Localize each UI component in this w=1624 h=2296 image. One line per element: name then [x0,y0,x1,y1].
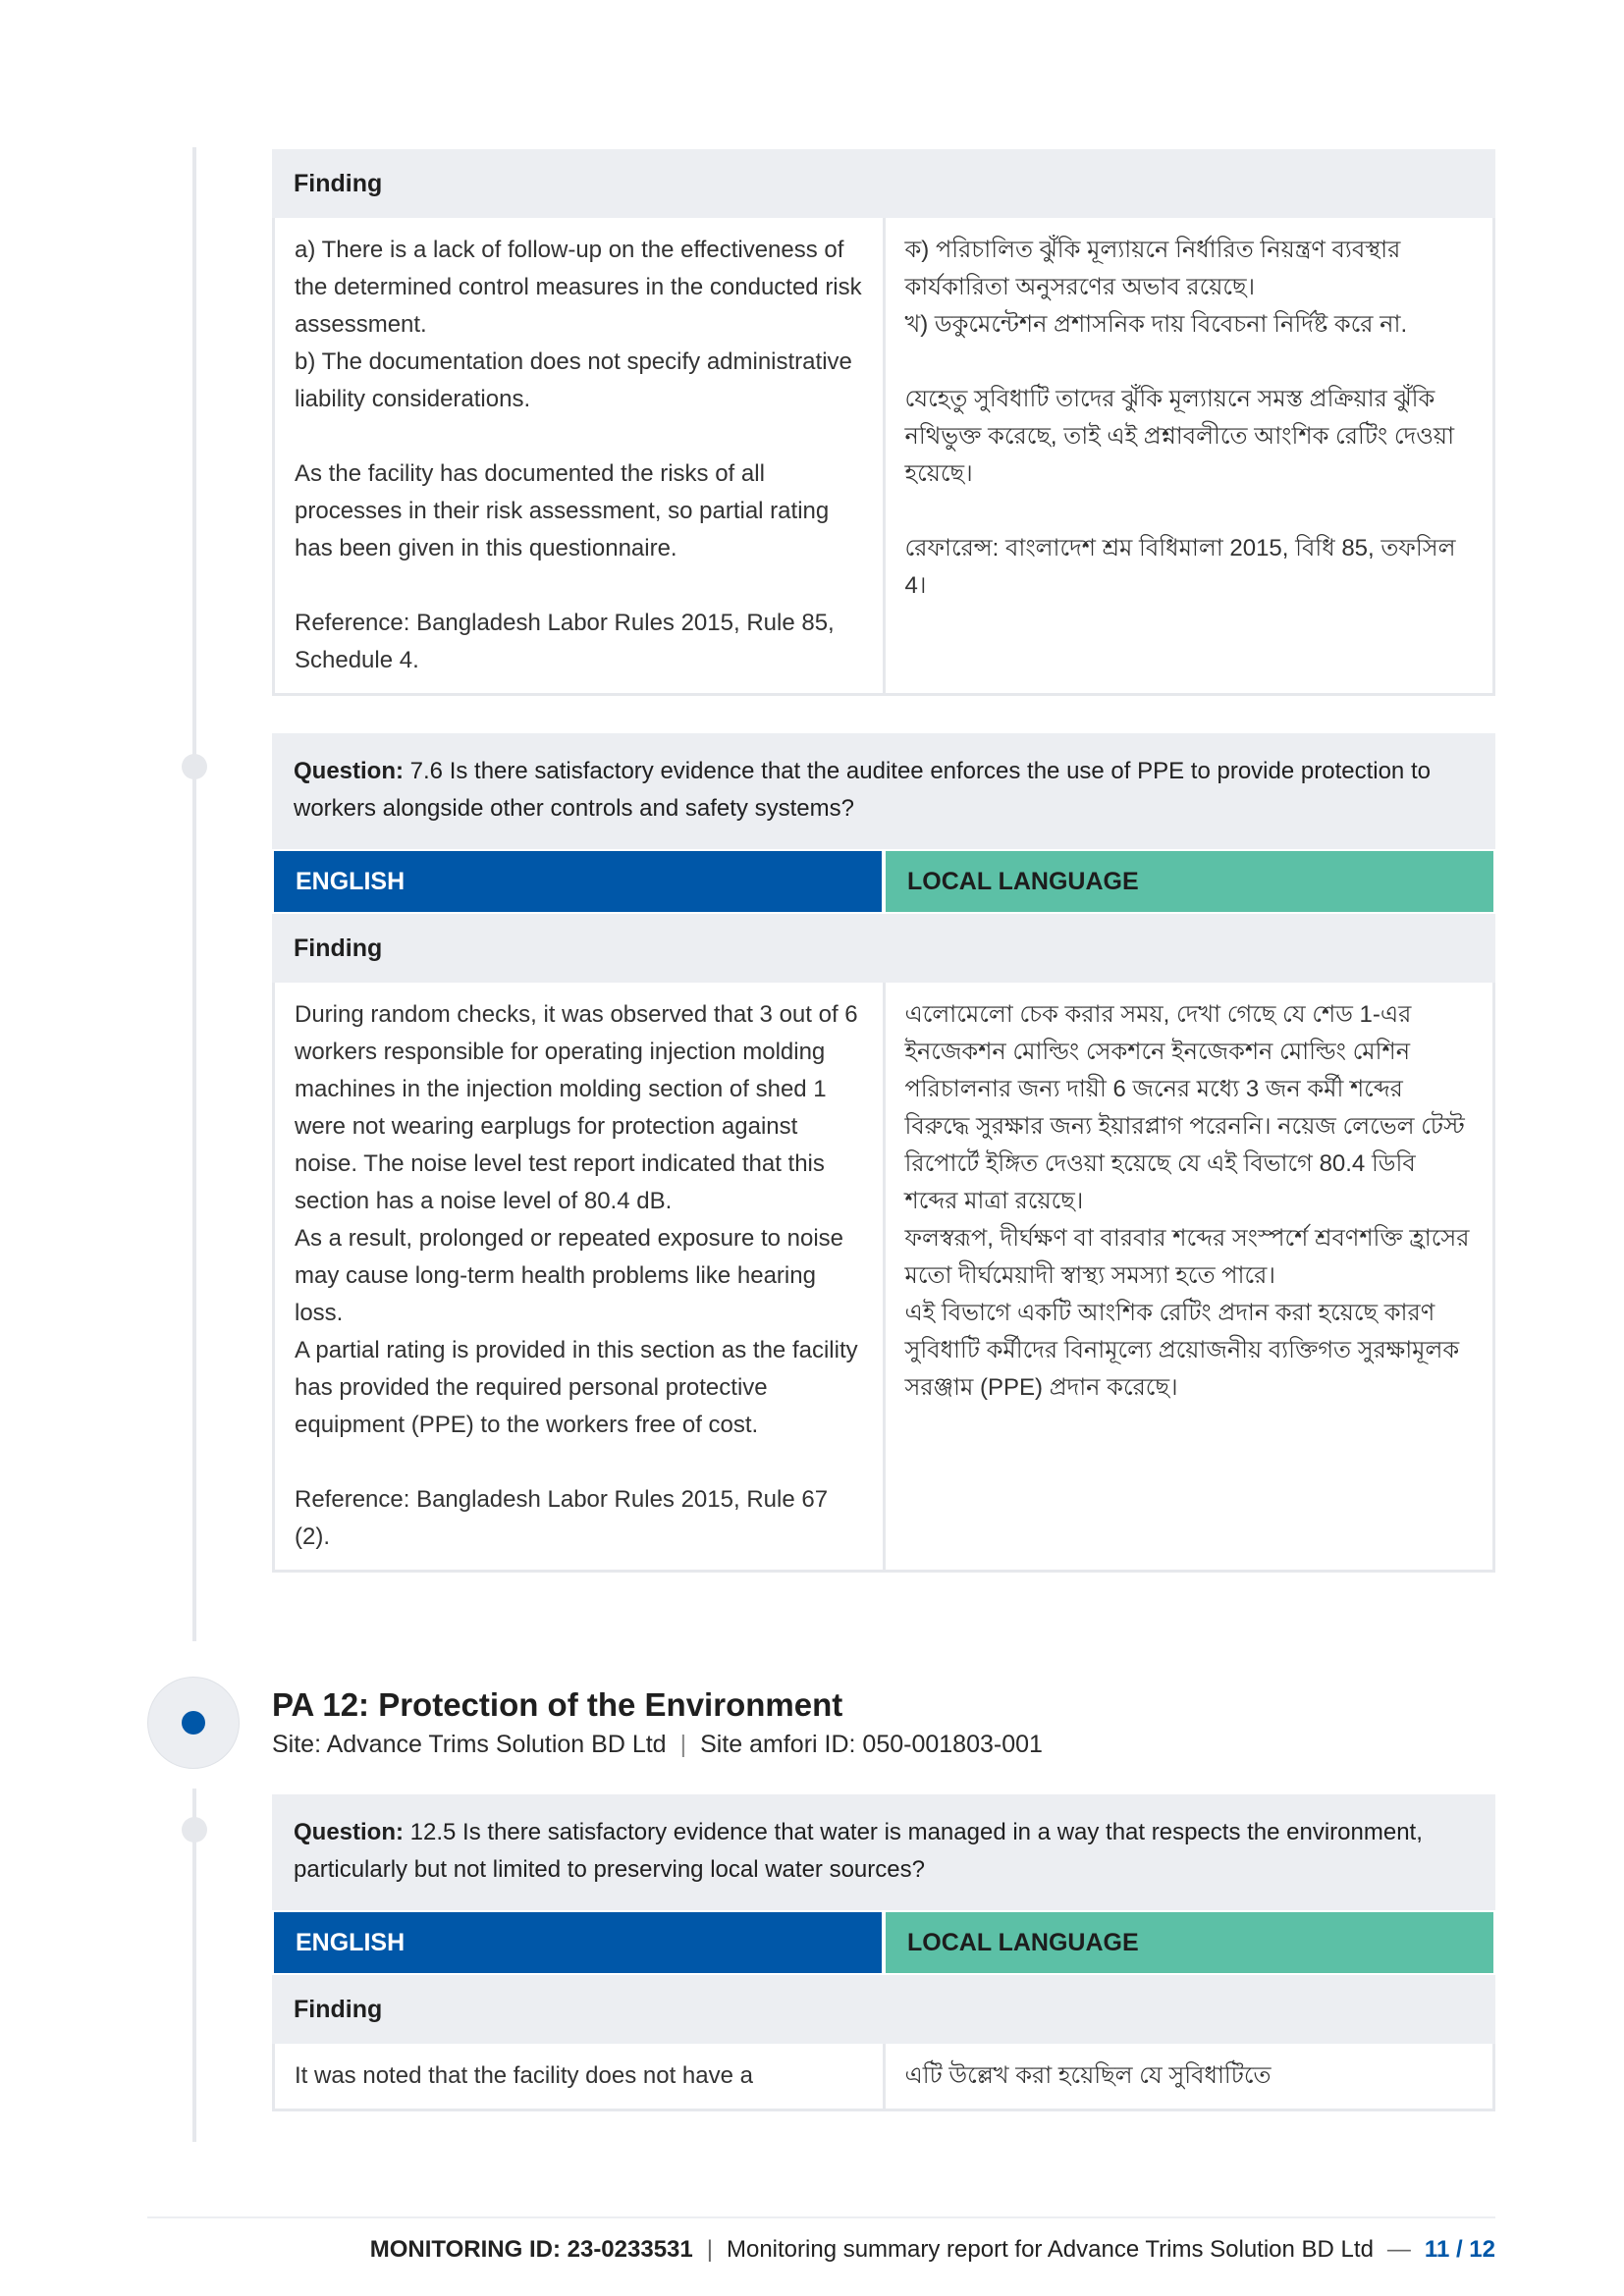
finding-paragraph: এটি উল্লেখ করা হয়েছিল যে সুবিধাটিতে [904,2062,1272,2089]
language-header-row [272,849,1495,914]
finding-cells [272,2044,1495,2111]
question-text: 12.5 Is there satisfactory evidence that water is managed in a way that respects the environment, particularly but not limited to preserving local water sources? [294,1819,1423,1883]
finding-paragraph: যেহেতু সুবিধাটি তাদের ঝুঁকি মূল্যায়নে সমস্ত প্রক্রিয়ার ঝুঁকি নথিভুক্ত করেছে, তাই এই প্রশ্নাবলীতে আংশিক রেটিং দেওয়া হয়েছে। [904,386,1455,487]
finding-paragraph: এলোমেলো চেক করার সময়, দেখা গেছে যে শেড 1-এর ইনজেকশন মোল্ডিং সেকশনে ইনজেকশন মোল্ডিং মেশিন পরিচালনার জন্য দায়ী 6 জনের মধ্যে 3 জন কর্মী শব্দের বিরুদ্ধে সুরক্ষার জন্য ইয়ারপ্লাগ পরেননি। নয়েজ লেভেল টেস্ট রিপোর্টে ইঙ্গিত দেওয়া হয়েছে যে এই বিভাগে 80.4 ডিবি শব্দের মাত্রা রয়েছে। ফলস্বরূপ, দীর্ঘক্ষণ বা বারবার শব্দের সংস্পর্শে শ্রবণশক্তি হ্রাসের মতো দীর্ঘমেয়াদী স্বাস্থ্য সমস্যা হতে পারে। এই বিভাগে একটি আংশিক রেটিং প্রদান করা হয়েছে কারণ সুবিধাটি কর্মীদের বিনামূল্যে প্রয়োজনীয় ব্যক্তিগত সুরক্ষামূলক সরঞ্জাম (PPE) প্রদান করেছে। [904,1001,1470,1401]
finding-paragraph: a) There is a lack of follow-up on the effectiveness of the determined control measures in the conducted risk assessment. b) The documentation does not specify administrative liability considerations. [295,237,862,412]
english-header: ENGLISH [272,849,884,914]
site-id: Site amfori ID: 050-001803-001 [700,1731,1043,1758]
finding-paragraph: It was noted that the facility does not have a [295,2062,753,2089]
english-header: ENGLISH [272,1910,884,1975]
monitoring-id: MONITORING ID: 23-0233531 [369,2236,693,2263]
finding-block-7-5 [272,149,1495,696]
separator: | [679,1731,687,1758]
finding-header: Finding [272,914,1495,983]
page-footer [147,2236,1495,2264]
finding-paragraph: Reference: Bangladesh Labor Rules 2015, Rule 67 (2). [295,1486,829,1550]
finding-paragraph: ক) পরিচালিত ঝুঁকি মূল্যায়নে নির্ধারিত নিয়ন্ত্রণ ব্যবস্থার কার্যকারিতা অনুসরণের অভাব রয়েছে। খ) ডকুমেন্টেশন প্রশাসনিক দায় বিবেচনা নির্দিষ্ট করে না. [904,237,1408,338]
site-name: Site: Advance Trims Solution BD Ltd [272,1731,667,1758]
page-number: 11 / 12 [1424,2236,1495,2263]
english-finding [275,983,883,1570]
question-text: 7.6 Is there satisfactory evidence that the auditee enforces the use of PPE to provide protection to workers alongside other controls and safety systems? [294,758,1431,822]
local-finding [883,2044,1493,2109]
local-finding [883,218,1493,693]
english-finding [275,2044,883,2109]
finding-paragraph: During random checks, it was observed that 3 out of 6 workers responsible for operating injection molding machines in the injection molding section of shed 1 were not wearing earplugs for protection against noise. The noise level test report indicated that this section has a noise level of 80.4 dB. As a result, prolonged or repeated exposure to noise may cause long-term health problems like hearing loss. A partial rating is provided in this section as the facility has provided the required personal protective equipment (PPE) to the workers free of cost. [295,1001,858,1438]
local-finding [883,983,1493,1570]
timeline-dot [182,1817,207,1842]
section-marker-dot [182,1711,205,1735]
section-title: PA 12: Protection of the Environment [272,1686,843,1723]
timeline-dot [182,754,207,779]
report-summary: Monitoring summary report for Advance Trims Solution BD Ltd [726,2236,1374,2263]
question-label: Question: [294,1819,404,1845]
english-finding [275,218,883,693]
question-block-12-5 [272,1794,1495,2111]
footer-dash: — [1386,2236,1411,2263]
section-subtitle [272,1731,1043,1759]
finding-header: Finding [272,149,1495,218]
finding-paragraph: রেফারেন্স: বাংলাদেশ শ্রম বিধিমালা 2015, বিধি 85, তফসিল 4। [904,535,1456,599]
footer-separator: | [706,2236,713,2263]
finding-cells [272,218,1495,696]
finding-cells [272,983,1495,1573]
finding-header: Finding [272,1975,1495,2044]
timeline-line [192,147,196,1641]
finding-paragraph: Reference: Bangladesh Labor Rules 2015, Rule 85, Schedule 4. [295,610,835,673]
question-label: Question: [294,758,404,784]
finding-paragraph: As the facility has documented the risks of all processes in their risk assessment, so partial rating has been given in this questionnaire. [295,460,830,561]
question-box [272,733,1495,849]
footer-divider [147,2216,1495,2218]
language-header-row [272,1910,1495,1975]
section-marker [147,1677,240,1769]
question-box [272,1794,1495,1910]
local-language-header: LOCAL LANGUAGE [884,849,1495,914]
question-block-7-6 [272,733,1495,1573]
local-language-header: LOCAL LANGUAGE [884,1910,1495,1975]
